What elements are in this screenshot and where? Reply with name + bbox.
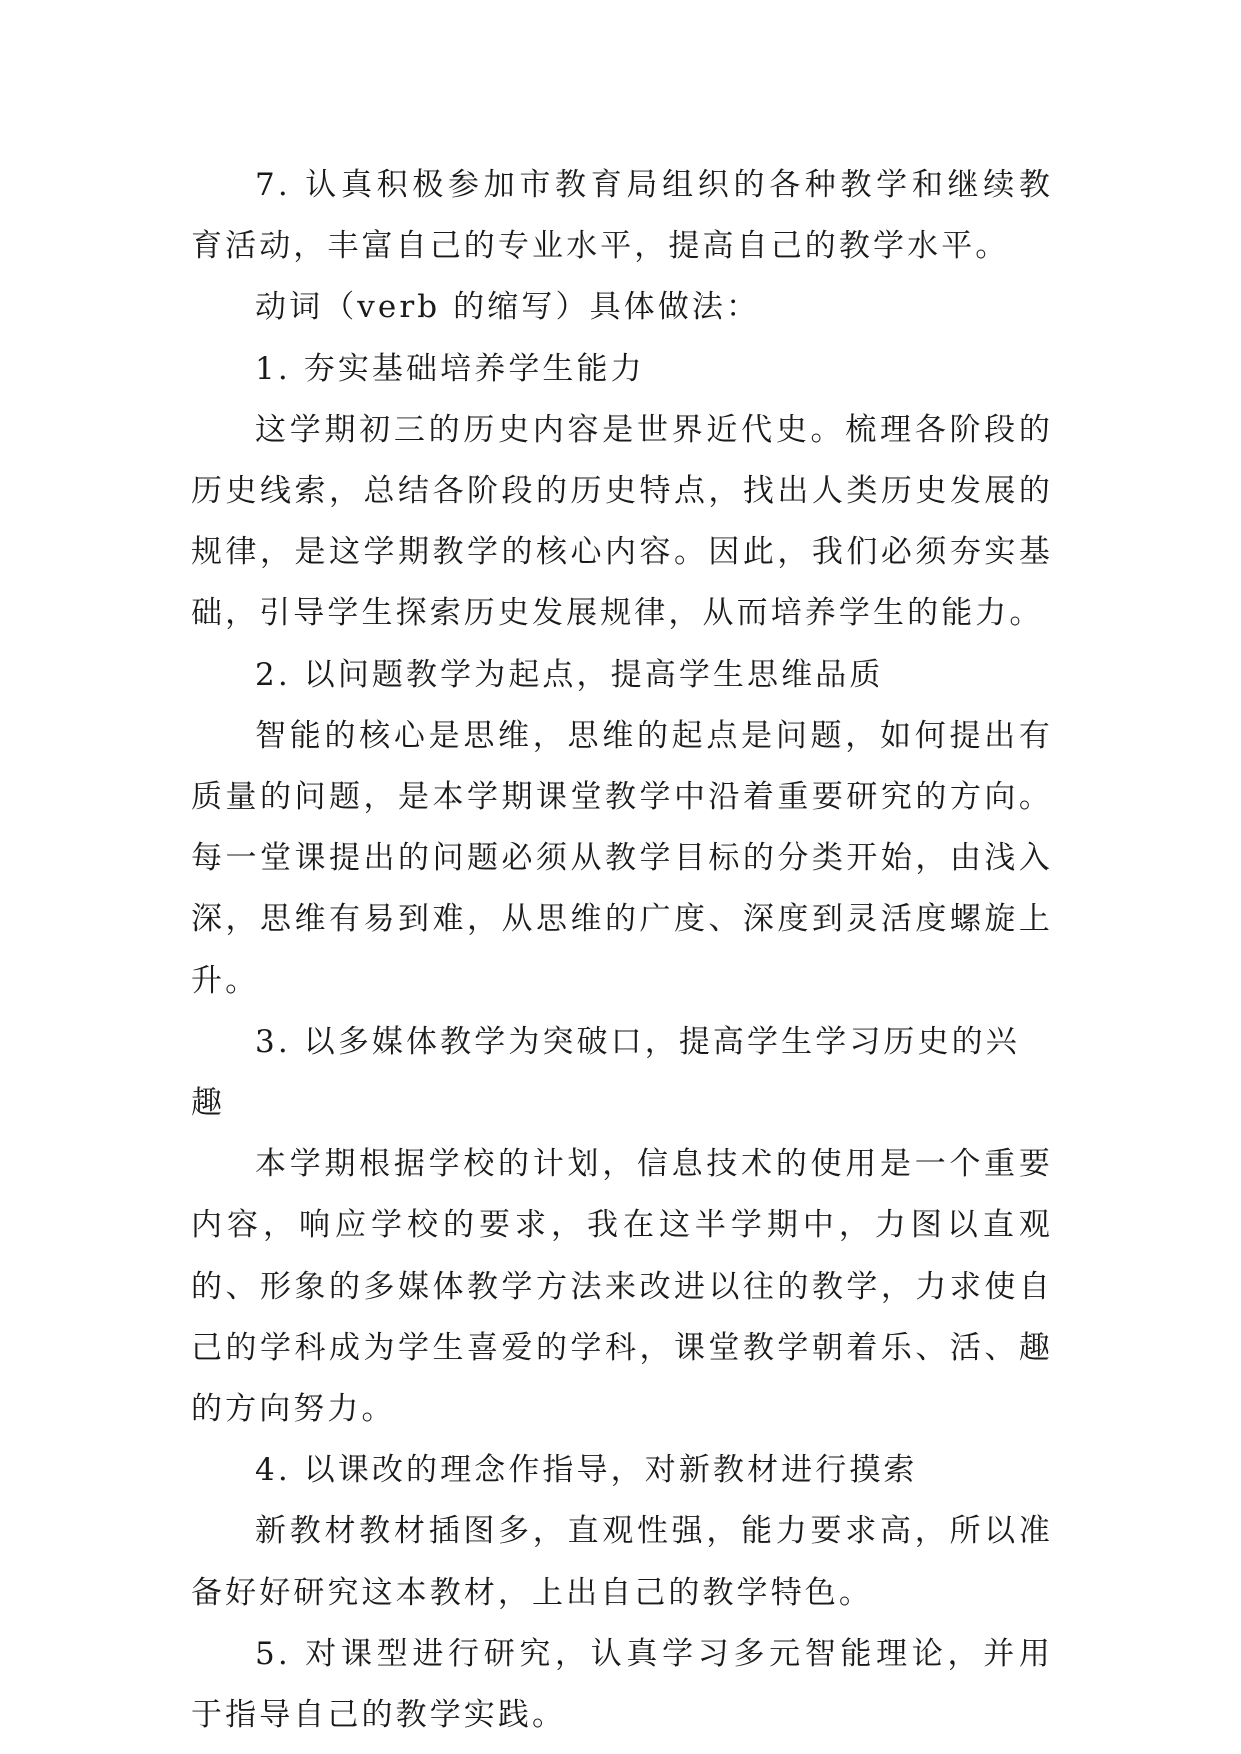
document-body [191, 155, 1053, 1746]
method-2-body: 智能的核心是思维，思维的起点是问题，如何提出有质量的问题，是本学期课堂教学中沿着重要研究的方向。每一堂课提出的问题必须从教学目标的分类开始，由浅入深，思维有易到难，从思维的广度、深度到灵活度螺旋上升。 [191, 717, 1053, 999]
method-4-heading: 4. 以课改的理念作指导，对新教材进行摸索 [255, 1452, 918, 1489]
method-3-body: 本学期根据学校的计划，信息技术的使用是一个重要内容，响应学校的要求，我在这半学期中，力图以直观的、形象的多媒体教学方法来改进以往的教学，力求使自己的学科成为学生喜爱的学科，课堂教学朝着乐、活、趣的方向努力。 [191, 1146, 1053, 1428]
method-3-heading: 3. 以多媒体教学为突破口，提高学生学习历史的兴趣 [191, 1023, 1020, 1122]
method-4-body: 新教材教材插图多，直观性强，能力要求高，所以准备好好研究这本教材，上出自己的教学特色。 [191, 1513, 1053, 1611]
paragraph-item-7: 7. 认真积极参加市教育局组织的各种教学和继续教育活动，丰富自己的专业水平，提高自己的教学水平。 [191, 167, 1053, 265]
method-5-paragraph: 5. 对课型进行研究，认真学习多元智能理论，并用于指导自己的教学实践。 [191, 1635, 1053, 1734]
method-1-body: 这学期初三的历史内容是世界近代史。梳理各阶段的历史线索，总结各阶段的历史特点，找出人类历史发展的规律，是这学期教学的核心内容。因此，我们必须夯实基础，引导学生探索历史发展规律，从而培养学生的能力。 [191, 411, 1053, 632]
section-heading-methods: 动词（verb 的缩写）具体做法： [255, 289, 761, 326]
method-2-heading: 2. 以问题教学为起点，提高学生思维品质 [255, 656, 884, 693]
method-1-heading: 1. 夯实基础培养学生能力 [255, 350, 645, 387]
